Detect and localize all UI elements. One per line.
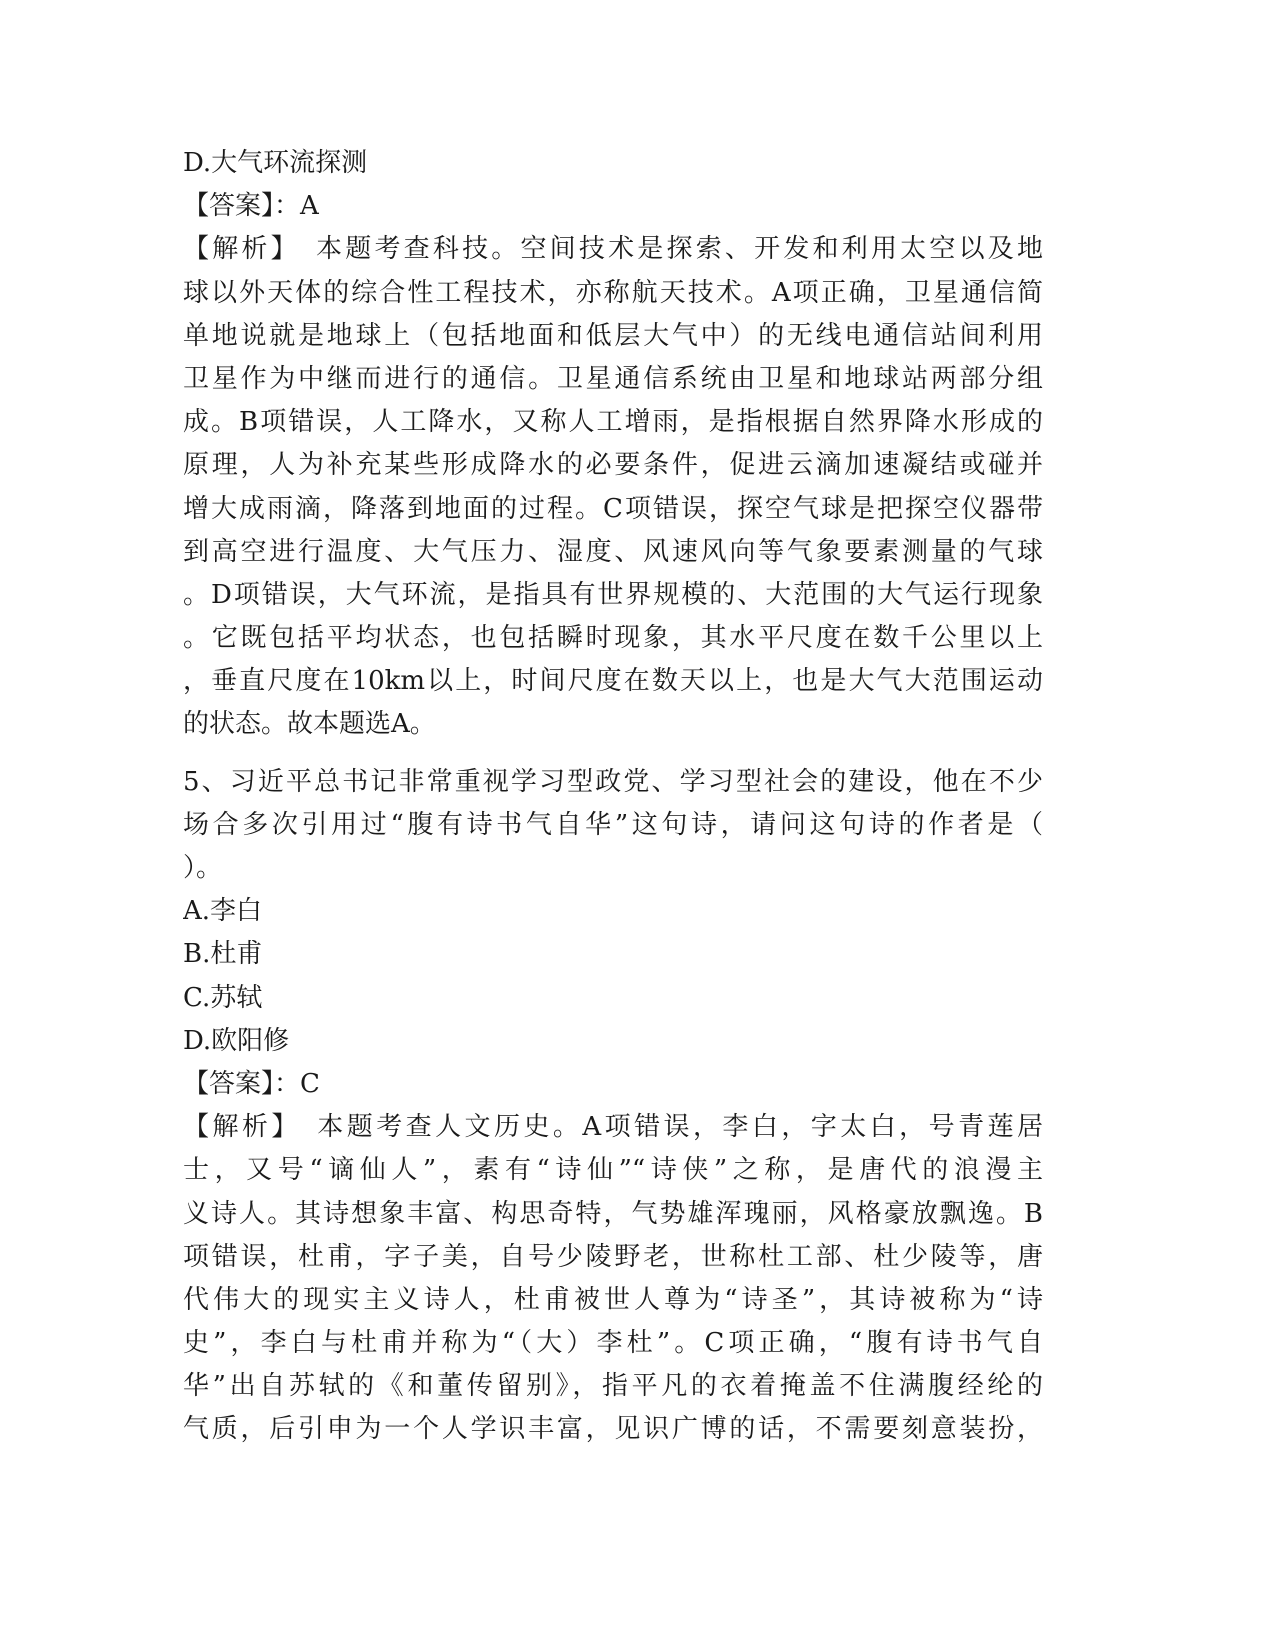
- q5-analysis: [183, 1106, 1043, 1452]
- q5-analysis-line: 史”，李白与杜甫并称为“（大）李杜”。C项正确，“腹有诗书气自: [183, 1328, 1043, 1359]
- q4-analysis-line: 增大成雨滴，降落到地面的过程。C项错误，探空气球是把探空仪器带: [183, 493, 1043, 524]
- q5-stem: [183, 761, 1043, 891]
- q5-analysis-line: 气质，后引申为一个人学识丰富，见识广博的话，不需要刻意装扮，: [183, 1414, 1043, 1445]
- q4-analysis-line: 原理，人为补充某些形成降水的必要条件，促进云滴加速凝结或碰并: [183, 450, 1043, 481]
- q5-analysis-line: 项错误，杜甫，字子美，自号少陵野老，世称杜工部、杜少陵等，唐: [183, 1241, 1043, 1272]
- q4-analysis-line: 单地说就是地球上（包括地面和低层大气中）的无线电通信站间利用: [183, 320, 1043, 351]
- q5-stem-line: 5、习近平总书记非常重视学习型政党、学习型社会的建设，他在不少: [183, 766, 1043, 797]
- q4-option-d: D.大气环流探测: [183, 148, 368, 178]
- q5-option-d: D.欧阳修: [183, 1025, 290, 1056]
- q4-analysis-line: 成。B项错误，人工降水，又称人工增雨，是指根据自然界降水形成的: [183, 407, 1043, 438]
- paragraph-gap: [183, 747, 1043, 761]
- q5-analysis-line: 【解析】 本题考查人文历史。A项错误，李白，字太白，号青莲居: [183, 1112, 1043, 1143]
- document-page: [183, 142, 1043, 1452]
- q5-answer: 【答案】：C: [183, 1068, 320, 1099]
- q5-analysis-line: 义诗人。其诗想象丰富、构思奇特，气势雄浑瑰丽，风格豪放飘逸。B: [183, 1198, 1043, 1229]
- q4-analysis-line: 球以外天体的综合性工程技术，亦称航天技术。A项正确，卫星通信简: [183, 277, 1043, 308]
- q5-option-c: C.苏轼: [183, 982, 263, 1013]
- q5-options: [183, 890, 1043, 1063]
- q4-analysis-line: 。D项错误，大气环流，是指具有世界规模的、大范围的大气运行现象: [183, 579, 1043, 610]
- q5-analysis-line: 代伟大的现实主义诗人，杜甫被世人尊为“诗圣”，其诗被称为“诗: [183, 1284, 1043, 1315]
- q4-analysis-line: 卫星作为中继而进行的通信。卫星通信系统由卫星和地球站两部分组: [183, 363, 1043, 394]
- q4-analysis-line: ，垂直尺度在10km以上，时间尺度在数天以上，也是大气大范围运动: [183, 666, 1043, 697]
- q4-analysis: [183, 228, 1043, 746]
- q4-analysis-line: 到高空进行温度、大气压力、湿度、风速风向等气象要素测量的气球: [183, 536, 1043, 567]
- q5-stem-line: 场合多次引用过“腹有诗书气自华”这句诗，请问这句诗的作者是（: [183, 809, 1043, 840]
- q5-analysis-line: 华”出自苏轼的《和董传留别》，指平凡的衣着掩盖不住满腹经纶的: [183, 1371, 1043, 1402]
- q5-option-a: A.李白: [183, 896, 263, 927]
- q4-answer: 【答案】：A: [183, 191, 319, 222]
- q5-analysis-line: 士，又号“谪仙人”，素有“诗仙”“诗侠”之称，是唐代的浪漫主: [183, 1155, 1043, 1186]
- q5-option-b: B.杜甫: [183, 939, 263, 970]
- q4-analysis-line: 。它既包括平均状态，也包括瞬时现象，其水平尺度在数千公里以上: [183, 623, 1043, 654]
- q5-stem-line: ）。: [183, 853, 223, 883]
- q4-analysis-line: 的状态。故本题选A。: [183, 709, 436, 740]
- q4-analysis-line: 【解析】 本题考查科技。空间技术是探索、开发和利用太空以及地: [183, 234, 1043, 265]
